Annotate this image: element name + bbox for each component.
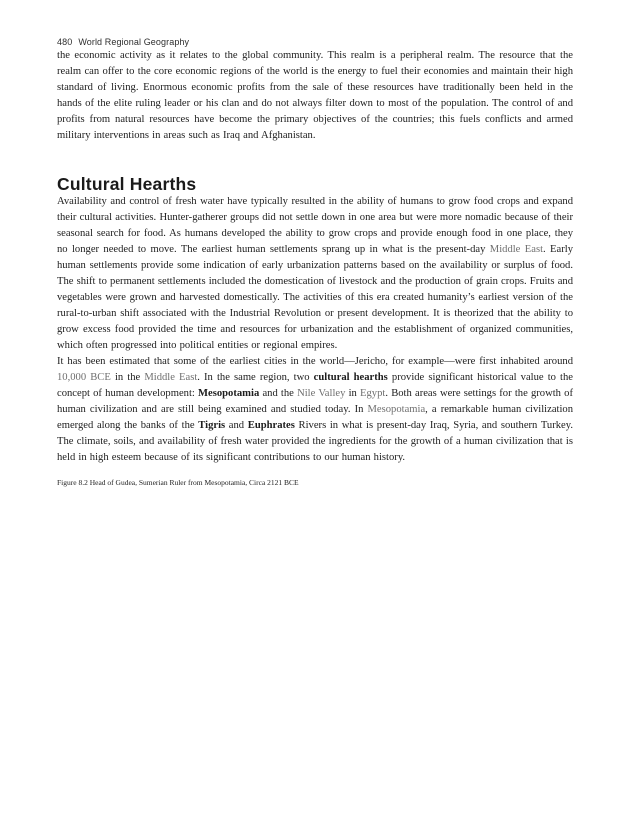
page-number: 480 — [57, 37, 73, 47]
text-segment: , a remarkable human civilization emerged along the banks of the — [57, 404, 573, 431]
link-nile-valley[interactable]: Nile Valley — [297, 388, 346, 399]
settlements-paragraph — [57, 194, 573, 354]
text-segment: and the — [259, 388, 298, 399]
link-middle-east[interactable]: Middle East — [144, 372, 198, 383]
text-segment: in the — [110, 372, 145, 383]
text-segment: Availability and control of fresh water have typically resulted in the ability of humans to grow food crops and expand their cultural activities. Hunter-gatherer groups did not settle down in one area but were more nomadic because of their seasonal search for food. As humans developed the ability to grow crops and provide enough food in one place, they no longer needed to move. The earliest human settlements sprang up in what is the present-day — [57, 196, 573, 255]
text-segment: provide significant historical value to the concept of human development: — [57, 372, 574, 399]
link-egypt[interactable]: Egypt — [360, 388, 386, 399]
figure-caption: Figure 8.2 Head of Gudea, Sumerian Ruler from Mesopotamia, Circa 2121 BCE — [57, 478, 299, 487]
intro-paragraph: the economic activity as it relates to the global community. This realm is a peripheral realm. The resource that the realm can offer to the core economic regions of the world is the energy to fuel their economies and maintain their high standard of living. Enormous economic profits from the sale of these resources have traditionally been held in the hands of the elite ruling leader or his clan and do not always filter down to most of the population. The control of and profits from natural resources have become the primary objectives of the countries; this fuels conflicts and armed military interventions in areas such as Iraq and Afghanistan. — [57, 50, 573, 141]
section-heading: Cultural Hearths — [57, 174, 197, 194]
bold-term-euphrates: Euphrates — [247, 420, 295, 431]
text-segment: Rivers in what is present-day Iraq, Syria, and southern Turkey. The climate, soils, and availability of fresh water provided the ingredients for the growth of a human civilization that is held in high esteem because of its significant contributions to our human history. — [57, 420, 574, 463]
text-segment: . Early human settlements provide some indication of early urbanization patterns based on the availability or surplus of food. The shift to permanent settlements included the domestication of livestock and the production of grain crops. Fruits and vegetables were grown and harvested domestically. The activities of this era created humanity’s earliest version of the rural-to-urban shift associated with the Industrial Revolution or present development. It is theorized that the ability to grow excess food provided the time and resources for urbanization and the establishment of organized communities, which often progressed into political entities or regional empires. — [57, 244, 573, 351]
book-title: World Regional Geography — [78, 37, 190, 47]
bold-term-cultural-hearths: cultural hearths — [313, 372, 388, 383]
text-segment: It has been estimated that some of the earliest cities in the world—Jericho, for example—were first inhabited around — [57, 356, 573, 367]
bold-term-mesopotamia: Mesopotamia — [198, 388, 260, 399]
cultural-hearths-paragraph — [57, 354, 573, 466]
text-segment: . In the same region, two — [197, 372, 314, 383]
link-mesopotamia[interactable]: Mesopotamia — [367, 404, 426, 415]
link-10000-bce[interactable]: 10,000 BCE — [57, 372, 111, 383]
text-segment: in — [345, 388, 361, 399]
text-segment: and — [225, 420, 248, 431]
link-middle-east[interactable]: Middle East — [489, 244, 544, 255]
running-header — [57, 37, 573, 48]
bold-term-tigris: Tigris — [198, 420, 226, 431]
text-segment: . Both areas were settings for the growth of human civilization and are still being examined and studied today. In — [57, 388, 573, 415]
